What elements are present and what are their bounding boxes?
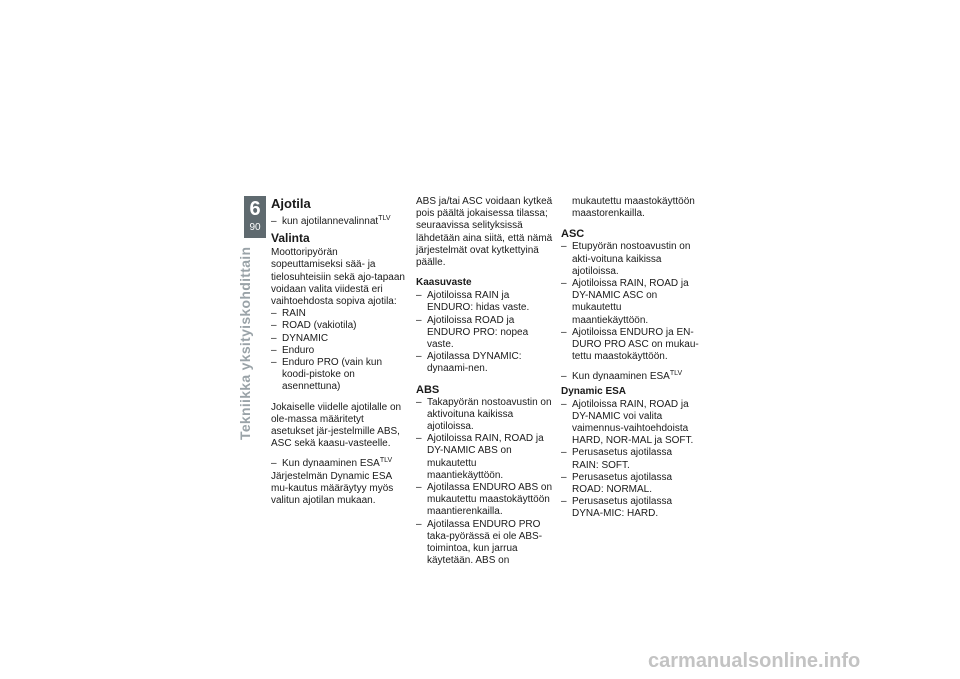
throttle-list [416,290,554,375]
section-heading: ASC [561,228,585,241]
paragraph: Järjestelmän Dynamic ESA mu-kautus määräytyy myös valitun ajotilan mukaan. [271,470,394,507]
condition-item: – Kun dynaaminen $ESA^{TLV}$ [271,458,409,470]
column-2 [416,196,554,567]
list-item: – RAIN [271,308,409,320]
condition-item: – Kun dynaaminen $ESA^{TLV}$ [561,371,699,383]
condition-list [271,216,409,228]
chapter-side-title: Tekniikka yksityiskohdittain [237,246,253,440]
list-item: – Ajotiloissa RAIN, ROAD ja DY-NAMIC voi valita vaimennus-vaihtoehdoista HARD, NOR-MAL ja SOFT. [561,399,699,448]
intro-paragraph: Moottoripyörän sopeuttamiseksi sää- ja tielosuhteisiin sekä ajo-tapaan voidaan valita viidestä eri vaihtoehdosta sopiva ajotila: [271,247,405,308]
list-item: – Ajotiloissa RAIN, ROAD ja DY-NAMIC ASC on mukautettu maantiekäyttöön. [561,278,699,327]
list-item: – Ajotiloissa ENDURO ja EN-DURO PRO ASC on mukau-tettu maastokäyttöön. [561,327,699,364]
section-heading: ABS [416,383,440,396]
chapter-number: 6 [249,198,261,220]
list-item: – Perusasetus ajotilassa RAIN: SOFT. [561,447,699,471]
condition-list [561,371,699,383]
asc-list [561,241,699,363]
watermark: carmanualsonline.info [648,650,861,672]
paragraph: ABS ja/tai ASC voidaan kytkeä pois päältä jokaisessa tilassa; seuraavissa selityksissä lähdetään aina siitä, että nämä järjestelmät ovat kytkettyinä päälle. [416,196,553,269]
list-item: – Enduro [271,345,409,357]
list-item: – Perusasetus ajotilassa ROAD: NORMAL. [561,472,699,496]
column-3 [561,196,699,521]
section-heading: Kaasuvaste [416,277,472,289]
column-1 [271,196,409,507]
list-item: – Perusasetus ajotilassa DYNA-MIC: HARD. [561,496,699,520]
list-item: – Takapyörän nostoavustin on aktivoituna kaikissa ajotiloissa. [416,397,554,434]
paragraph: mukautettu maastokäyttöön maastorenkailla. [572,196,695,220]
abs-list [416,397,554,568]
condition-list [271,458,409,470]
chapter-tab [244,196,266,238]
list-item: – ROAD (vakiotila) [271,320,409,332]
list-item: – Enduro PRO (vain kun koodi-pistoke on asennettuna) [271,357,409,394]
list-item: – Ajotilassa DYNAMIC: dynaami-nen. [416,351,554,375]
page-number: 90 [249,222,261,233]
mode-list [271,308,409,393]
list-item: – Ajotilassa ENDURO PRO taka-pyörässä ei ole ABS-toimintoa, kun jarrua käytetään. ABS on [416,519,554,568]
condition-item: – kun ajotilannevalinnat$^{TLV}$ [271,216,409,228]
list-item: – Ajotilassa ENDURO ABS on mukautettu maastokäyttöön maantierenkailla. [416,482,554,519]
page-title: Ajotila [271,196,311,211]
list-item: – Ajotiloissa RAIN, ROAD ja DY-NAMIC ABS on mukautettu maantiekäyttöön. [416,433,554,482]
esa-list [561,399,699,521]
list-item: – Etupyörän nostoavustin on akti-voituna kaikissa ajotiloissa. [561,241,699,278]
list-item: – Ajotiloissa RAIN ja ENDURO: hidas vaste. [416,290,554,314]
section-heading: Dynamic ESA [561,385,627,397]
list-item: – Ajotiloissa ROAD ja ENDURO PRO: nopea vaste. [416,315,554,352]
paragraph: Jokaiselle viidelle ajotilalle on ole-massa määritetyt asetukset jär-jestelmille ABS, ASC sekä kaasu-vasteelle. [271,401,402,450]
list-item: – DYNAMIC [271,333,409,345]
section-heading: Valinta [271,231,310,246]
